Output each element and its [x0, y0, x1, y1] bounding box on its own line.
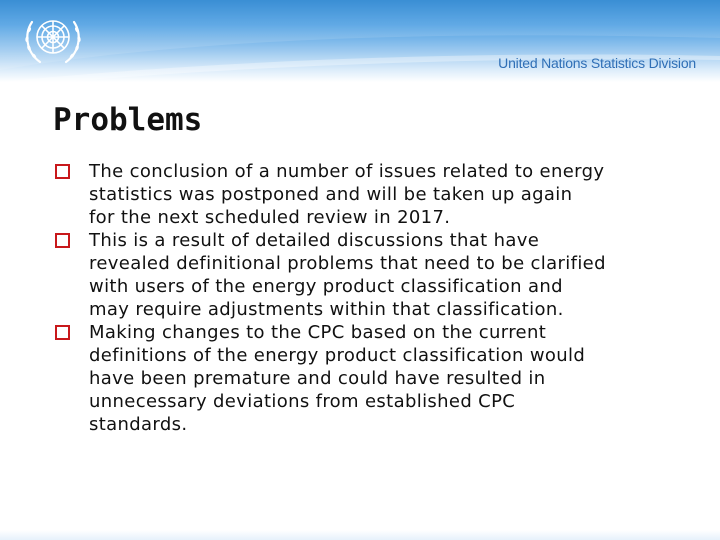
bullet-line: definitions of the energy product classification would [89, 345, 586, 366]
slide-title: Problems [53, 102, 203, 138]
bullet-line: standards. [89, 414, 188, 435]
bullet-item [55, 321, 695, 436]
square-outline-icon [55, 164, 70, 179]
bullet-line: This is a result of detailed discussions that have [89, 230, 540, 251]
bullet-list [55, 160, 695, 436]
bullet-line: statistics was postponed and will be taken up again [89, 184, 573, 205]
bottom-strip [0, 530, 720, 540]
bullet-line: with users of the energy product classification and [89, 276, 563, 297]
square-outline-icon [55, 325, 70, 340]
bullet-line: have been premature and could have resulted in [89, 368, 546, 389]
bullet-line: unnecessary deviations from established CPC [89, 391, 516, 412]
square-outline-icon [55, 233, 70, 248]
header-wave-decoration [0, 0, 720, 90]
division-name: United Nations Statistics Division [498, 55, 696, 71]
bullet-item [55, 160, 695, 229]
bullet-line: may require adjustments within that classification. [89, 299, 564, 320]
un-emblem-icon [18, 8, 88, 70]
bullet-item [55, 229, 695, 321]
bullet-line: The conclusion of a number of issues related to energy [89, 161, 605, 182]
bullet-line: for the next scheduled review in 2017. [89, 207, 451, 228]
bullet-line: Making changes to the CPC based on the current [89, 322, 547, 343]
bullet-line: revealed definitional problems that need to be clarified [89, 253, 606, 274]
